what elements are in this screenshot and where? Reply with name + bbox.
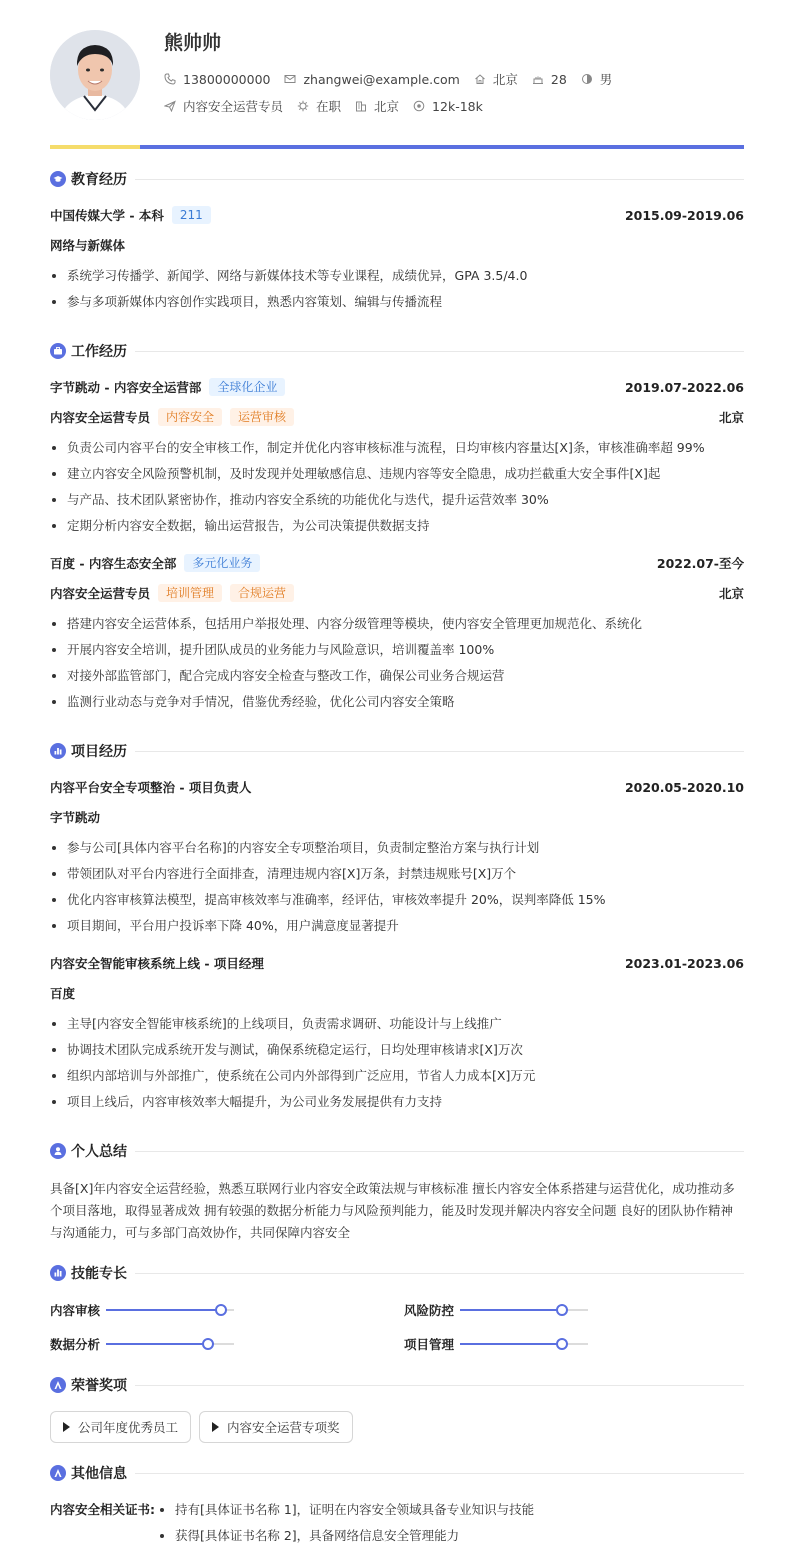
award-icon [50, 1377, 66, 1393]
building-icon [355, 100, 367, 112]
major-row [50, 236, 744, 254]
award-label: 内容安全运营专项奖 [227, 1420, 340, 1435]
section-title: 工作经历 [71, 344, 127, 360]
email-text: zhangwei@example.com [303, 71, 460, 87]
list-item: 优化内容审核算法模型，提高审核效率与准确率，经评估，审核效率提升 20%，误判率降低 15% [50, 890, 744, 916]
job-info-row [164, 97, 497, 115]
age-text: 28 [550, 71, 567, 87]
projects-section-header [50, 741, 744, 761]
education-entry-header [50, 206, 744, 224]
graduation-cap-icon [50, 171, 66, 187]
age-item [532, 72, 567, 87]
project-entry-header [50, 778, 744, 796]
work-date: 2019.07-2022.06 [624, 379, 744, 395]
awards-list [50, 1411, 361, 1443]
chart-icon [50, 1265, 66, 1281]
skill-label: 项目管理 [404, 1337, 455, 1352]
email-item [284, 72, 459, 87]
company-tag: 多元化业务 [184, 554, 260, 572]
status-item [297, 97, 341, 115]
list-item: 项目上线后，内容审核效率大幅提升，为公司业务发展提供有力支持 [50, 1092, 744, 1118]
award-chip [199, 1411, 353, 1443]
skill-item [50, 1302, 234, 1318]
skill-label: 风险防控 [404, 1303, 455, 1318]
skill-meter [106, 1309, 234, 1311]
contact-row [164, 70, 626, 88]
header-divider-bar [50, 145, 744, 149]
target-icon [413, 100, 425, 112]
award-label: 公司年度优秀员工 [78, 1420, 179, 1435]
gender-icon [581, 73, 593, 85]
salary-text: 12k-18k [432, 98, 483, 114]
location-text: 北京 [492, 72, 518, 87]
company-name: 百度 - 内容生态安全部 [50, 556, 177, 571]
send-icon [164, 100, 176, 112]
skill-knob [556, 1304, 568, 1316]
phone-icon [164, 73, 176, 85]
user-icon [50, 1143, 66, 1159]
work-role-row [50, 584, 744, 602]
list-item: 带领团队对平台内容进行全面排查，清理违规内容[X]万条，封禁违规账号[X]万个 [50, 864, 744, 890]
city-item [355, 97, 399, 115]
work-section-header [50, 341, 744, 361]
skill-label: 数据分析 [50, 1337, 101, 1352]
work-city: 北京 [718, 410, 744, 425]
awards-section-header [50, 1375, 744, 1395]
work-entry-header [50, 554, 744, 572]
summary-text: 具备[X]年内容安全运营经验，熟悉互联网行业内容安全政策法规与审核标准 擅长内容安全体系搭建与运营优化，成功推动多个项目落地，取得显著成效 拥有较强的数据分析能力与风险预判能力，能及时发现并解决内容安全问题 良好的团队协作精神与沟通能力，可与多部门高效协作，共同保障内容安全 [50, 1181, 735, 1240]
status-text: 在职 [316, 99, 342, 114]
work-date: 2022.07-至今 [656, 556, 744, 571]
list-item: 监测行业动态与竞争对手情况，借鉴优秀经验，优化公司内容安全策略 [50, 692, 744, 718]
phone-item [164, 72, 270, 87]
work-city: 北京 [718, 586, 744, 601]
project-org: 百度 [50, 986, 76, 1001]
list-item: 对接外部监管部门，配合完成内容安全检查与整改工作，确保公司业务合规运营 [50, 666, 744, 692]
list-item: 参与公司[具体内容平台名称]的内容安全专项整治项目，负责制定整治方案与执行计划 [50, 838, 744, 864]
position-text: 内容安全运营专员 [183, 99, 284, 114]
project-org: 字节跳动 [50, 810, 101, 825]
skill-item [404, 1302, 588, 1318]
role-name: 内容安全运营专员 [50, 586, 151, 601]
skill-knob [556, 1338, 568, 1350]
work-role-row [50, 408, 744, 426]
gender-text: 男 [599, 72, 613, 87]
section-title: 荣誉奖项 [71, 1378, 127, 1394]
skills-section-header [50, 1263, 744, 1283]
section-title: 个人总结 [71, 1144, 127, 1160]
major-name: 网络与新媒体 [50, 238, 126, 253]
list-item: 定期分析内容安全数据，输出运营报告，为公司决策提供数据支持 [50, 516, 744, 542]
skill-meter [460, 1343, 588, 1345]
list-item: 组织内部培训与外部推广，使系统在公司内外部得到广泛应用，节省人力成本[X]万元 [50, 1066, 744, 1092]
summary-section-header [50, 1141, 744, 1161]
role-tag: 合规运营 [230, 584, 294, 602]
education-bullets [50, 266, 744, 318]
list-item: 参与多项新媒体内容创作实践项目，熟悉内容策划、编辑与传播流程 [50, 292, 744, 318]
list-item: 开展内容安全培训，提升团队成员的业务能力与风险意识，培训覆盖率 100% [50, 640, 744, 666]
play-icon [212, 1422, 219, 1432]
gender-item [581, 70, 613, 88]
work-bullets [50, 614, 744, 718]
work-entry-header [50, 378, 744, 396]
list-item: 搭建内容安全运营体系，包括用户举报处理、内容分级管理等模块，使内容安全管理更加规范化、系统化 [50, 614, 744, 640]
role-tag: 运营审核 [230, 408, 294, 426]
skill-item [50, 1336, 234, 1352]
briefcase-icon [50, 343, 66, 359]
education-date: 2015.09-2019.06 [624, 207, 744, 223]
project-org-row [50, 808, 744, 826]
location-item [474, 70, 518, 88]
home-icon [474, 73, 486, 85]
role-tag: 内容安全 [158, 408, 222, 426]
skill-knob [215, 1304, 227, 1316]
project-name: 内容安全智能审核系统上线 - 项目经理 [50, 956, 264, 971]
section-title: 其他信息 [71, 1466, 127, 1482]
list-item: 系统学习传播学、新闻学、网络与新媒体技术等专业课程，成绩优异，GPA 3.5/4.0 [50, 266, 744, 292]
skill-knob [202, 1338, 214, 1350]
role-tag: 培训管理 [158, 584, 222, 602]
candidate-name: 熊帅帅 [164, 32, 222, 54]
list-item: 建立内容安全风险预警机制，及时发现并处理敏感信息、违规内容等安全隐患，成功拦截重大安全事件[X]起 [50, 464, 744, 490]
award-chip [50, 1411, 191, 1443]
play-icon [63, 1422, 70, 1432]
school-name: 中国传媒大学 - 本科 [50, 208, 164, 223]
company-tag: 全球化企业 [209, 378, 285, 396]
gear-icon [297, 100, 309, 112]
section-title: 项目经历 [71, 744, 127, 760]
certificates-label: 内容安全相关证书: [50, 1502, 155, 1517]
resume-header [50, 28, 744, 128]
cake-icon [532, 73, 544, 85]
project-name: 内容平台安全专项整治 - 项目负责人 [50, 780, 252, 795]
skill-item [404, 1336, 588, 1352]
other-section-header [50, 1463, 744, 1483]
project-date: 2023.01-2023.06 [624, 955, 744, 971]
position-item [164, 97, 283, 115]
list-item: 获得[具体证书名称 2]，具备网络信息安全管理能力 [158, 1526, 534, 1552]
list-item: 持有[具体证书名称 1]，证明在内容安全领域具备专业知识与技能 [158, 1500, 534, 1526]
project-entry-header [50, 954, 744, 972]
bar-chart-icon [50, 743, 66, 759]
company-name: 字节跳动 - 内容安全运营部 [50, 380, 202, 395]
skill-label: 内容审核 [50, 1303, 101, 1318]
work-bullets [50, 438, 744, 542]
list-item: 主导[内容安全智能审核系统]的上线项目，负责需求调研、功能设计与上线推广 [50, 1014, 744, 1040]
school-tag: 211 [172, 206, 211, 224]
certificates-list [158, 1500, 534, 1552]
list-item: 与产品、技术团队紧密协作，推动内容安全系统的功能优化与迭代，提升运营效率 30% [50, 490, 744, 516]
project-bullets [50, 838, 744, 942]
project-org-row [50, 984, 744, 1002]
list-item: 负责公司内容平台的安全审核工作，制定并优化内容审核标准与流程，日均审核内容量达[X]条，审核准确率超 99% [50, 438, 744, 464]
skill-meter [106, 1343, 234, 1345]
role-name: 内容安全运营专员 [50, 410, 151, 425]
section-title: 教育经历 [71, 172, 127, 188]
avatar [50, 30, 140, 120]
education-section-header [50, 169, 744, 189]
salary-item [413, 99, 483, 114]
section-title: 技能专长 [71, 1266, 127, 1282]
project-bullets [50, 1014, 744, 1118]
mail-icon [284, 73, 296, 85]
project-date: 2020.05-2020.10 [624, 779, 744, 795]
city-text: 北京 [374, 99, 400, 114]
info-icon [50, 1465, 66, 1481]
skill-meter [460, 1309, 588, 1311]
list-item: 项目期间，平台用户投诉率下降 40%，用户满意度显著提升 [50, 916, 744, 942]
phone-text: 13800000000 [183, 71, 271, 87]
list-item: 协调技术团队完成系统开发与测试，确保系统稳定运行，日均处理审核请求[X]万次 [50, 1040, 744, 1066]
